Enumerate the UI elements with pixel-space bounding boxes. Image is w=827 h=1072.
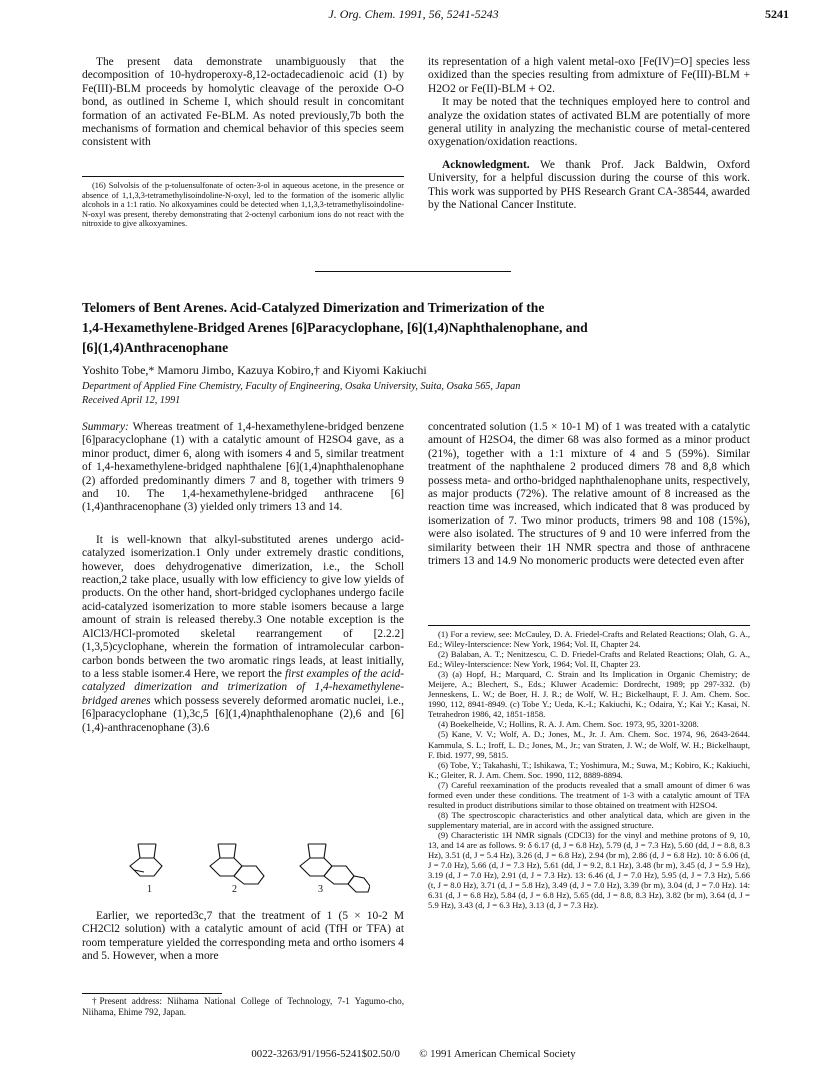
running-header [0,7,827,25]
reference-2: (2) Balaban, A. T.; Nenitzescu, C. D. Friedel-Crafts and Related Reactions; Olah, G. A., Ed.; Wiley-Interscience: New York, 1964; Vol. II, Chapter 23. [428,649,750,670]
present-address-note [82,996,404,1017]
intro-text-a: It is well-known that alkyl-substituted arenes undergo acid-catalyzed isomerization.1 Only under extremely drastic conditions, however, does dehydrogenative dimerization, i.e., the Scholl reaction,2 take place, usually with low efficiency to give low yields of products. On the other hand, short-bridged cyclophanes undergo facile acid-catalyzed isomerization to more stable isomers because a large amount of strain is released thereby.3 One notable exception is the AlCl3/HCl-promoted skeletal rearrangement of [2.2.2](1,3,5)cyclophane, wherein the formation of intramolecular carbon-carbon bonds between the two aromatic rings leads, at least initially, to a less stable isomer.4 Here, we report the [82,533,404,680]
prev-article-paragraph: The present data demonstrate unambiguously that the decomposition of 10-hydroperoxy-8,12-octadecadienoic acid (1) by Fe(III)-BLM proceeds by homolytic cleavage of the peroxide O-O bond, as outlined in Scheme I, which should result in concomitant formation of an activated Fe-BLM. As noted previously,7b both the mechanisms of formation and chemical behavior of this species seem consistent with [82,56,404,149]
article-left-column-lower [82,910,404,964]
address-rule [82,993,222,994]
structure-label-3: 3 [318,884,323,895]
acknowledgment [428,159,750,213]
structure-label-1: 1 [147,884,152,895]
prev-article-left-column [82,56,404,150]
footnote-rule [82,176,404,177]
journal-citation: J. Org. Chem. 1991, 56, 5241-5243 [328,7,499,21]
summary [82,421,404,515]
acknowledgment-heading: Acknowledgment. [442,158,530,171]
results-paragraph: concentrated solution (1.5 × 10-1 M) of 1 was treated with a catalytic amount of H2SO4, the dimer 68 was also formed as a minor product (21%), together with a 1:1 mixture of 4 and 5 (59%). Similar treatment of the naphthalene 2 produced dimers 78 and 8,8 which possess meta- and ortho-bridged naphthalenophane units, respectively, as major products (72%). The relative amount of 8 increased as the reaction time was increased, which indicated that 8 was produced by isomerization of 7. Two minor products, trimers 98 and 108 (15%), were also isolated. The structures of 9 and 10 were inferred from the similarity between their 1H NMR spectra and those of anthracene trimers 13 and 14.9 No monomeric products were detected even after [428,421,750,568]
intro-paragraph [82,534,404,735]
reference-8: (8) The spectroscopic characteristics and other analytical data, which are given in the supplementary material, are in accord with the assigned structure. [428,809,750,830]
prev-article-paragraph-2: It may be noted that the techniques employed here to control and analyze the oxidation states of activated BLM are potentially of more general utility in analyzing the mechanistic course of metal-centered oxygenation/oxidation reactions. [428,96,750,149]
intro-text-b: which possess severely deformed aromatic nuclei, i.e., [6]paracyclophane (1),3c,5 [6](1,4)naphthalenophane (2),6 and [6](1,4)-anthracenophane (3).6 [82,694,405,734]
intro-paragraph-2: Earlier, we reported3c,7 that the treatment of 1 (5 × 10-2 M CH2Cl2 solution) with a catalytic amount of acid (TfH or TFA) at room temperature yielded the corresponding meta and ortho isomers 4 and 5. However, when a more [82,910,404,963]
reference-1: (1) For a review, see: McCauley, D. A. Friedel-Crafts and Related Reactions; Olah, G. A., Ed.; Wiley-Interscience: New York, 1964; Vol. II, Chapter 24. [428,629,750,650]
summary-text: Whereas treatment of 1,4-hexamethylene-bridged benzene [6]paracyclophane (1) with a catalytic amount of H2SO4 gave, as a minor product, dimer 6, along with isomers 4 and 5, similar treatment of 1,4-hexamethylene-bridged naphthalene [6](1,4)naphthalenophane (2) afforded predominantly dimers 7 and 8, together with trimers 9 and 10. The 1,4-hexamethylene-bridged anthracene [6](1,4)anthracenophane (3) yielded only trimers 13 and 14. [82,421,404,514]
prev-article-footnote [82,181,404,229]
structure-3-anthracenophane [300,844,370,892]
reference-7: (7) Careful reexamination of the products revealed that a small amount of dimer 6 was formed even under these conditions. The treatment of 1-3 with a catalytic amount of TFA resulted in product distributions similar to those obtained on treatment with H2SO4. [428,779,750,810]
article-left-column [82,421,404,735]
title-line: [6](1,4)Anthracenophane [82,340,229,355]
footnote-16: (16) Solvolsis of the p-toluensulfonate of octen-3-ol in aqueous acetone, in the presence or absence of 1,1,3,3-tetramethylisoindoline-N-oxyl, led to the formation of the isomeric allylic alcohols in a 1:1 ratio. No alkoxyamines could be detected when 1,1,3,3-tetramethylisoindoline-N-oxyl was present, thereby demonstrating that 2-octenyl carbonium ions do not react with the nitroxide to give alkoxyamines. [82,181,404,229]
page-footer [0,1048,827,1060]
reference-9: (9) Characteristic 1H NMR signals (CDCl3) for the vinyl and methine protons of 9, 10, 13, and 14 are as follows. 9: δ 6.17 (d, J = 6.8 Hz), 5.79 (d, J = 7.3 Hz), 5.60 (dd, J = 8.8, 8.3 Hz), 3.51 (d, J = 5.4 Hz), 3.26 (d, J = 6.8 Hz), 2.94 (br m), 2.86 (d, J = 6.8 Hz). 10: δ 6.06 (d, J = 7.0 Hz), 5.66 (d, J = 7.3 Hz), 5.61 (dd, J = 9.2, 8.1 Hz), 3.48 (br m), 3.45 (d, J = 5.9 Hz), 3.19 (d, J = 7.0 Hz), 2.91 (d, J = 7.3 Hz). 13: 6.46 (d, J = 7.0 Hz), 5.95 (d, J = 7.3 Hz), 5.66 (t, J = 8.0 Hz), 3.71 (d, J = 5.8 Hz), 3.49 (d, J = 7.0 Hz), 3.39 (br m), 3.04 (d, J = 7.0 Hz). 14: 6.31 (d, J = 6.8 Hz), 5.84 (d, J = 6.8 Hz), 5.65 (dd, J = 8.8, 8.3 Hz), 3.82 (br m), 3.64 (d, J = 5.9 Hz), 3.43 (d, J = 6.3 Hz), 3.13 (d, J = 7.3 Hz). [428,829,750,911]
reference-5: (5) Kane, V. V.; Wolf, A. D.; Jones, M., Jr. J. Am. Chem. Soc. 1974, 96, 2643-2644. Kammula, S. L.; Iroff, L. D.; Jones, M., Jr.; van Straten, J. W.; de Wolf, W. H.; Bickelhaupt, F. Ibid. 1977, 99, 5815. [428,729,750,760]
received-date: Received April 12, 1991 [82,395,181,406]
article-title [82,298,782,358]
copyright: © 1991 American Chemical Society [419,1048,576,1060]
references [428,629,750,910]
structure-1-paracyclophane [130,844,162,876]
title-line: Telomers of Bent Arenes. Acid-Catalyzed Dimerization and Trimerization of the [82,300,545,315]
structure-2-naphthalenophane [210,844,264,884]
author-list: Yoshito Tobe,* Mamoru Jimbo, Kazuya Kobiro,† and Kiyomi Kakiuchi [82,363,427,377]
article-separator [315,271,511,272]
page-number: 5241 [765,7,789,21]
affiliation: Department of Applied Fine Chemistry, Faculty of Engineering, Osaka University, Suita, Osaka 565, Japan [82,381,521,392]
reference-3: (3) (a) Hopf, H.; Marquard, C. Strain and Its Implication in Organic Chemistry; de Meijere, A.; Blechert, S., Eds.; Kluwer Academic: Dordrecht, 1989; pp 297-332. (b) Jenneskens, L. W.; de Boer, H. J. R.; de Wolf, W. H.; Bickelhaupt, F. J. Am. Chem. Soc. 1990, 112, 8941-8949. (c) Tobe Y.; Ueda, K.-I.; Kakiuchi, K.; Odaira, Y.; Kai Y.; Kasai, N. Tetrahedron 1986, 42, 1851-1858. [428,669,750,720]
prev-article-right-column [428,56,750,212]
intro-emphasis: first examples of the acid-catalyzed dimerization and trimerization of 1,4-hexamethylene-bridged arenes [82,667,405,707]
summary-label: Summary: [82,421,129,433]
title-line: 1,4-Hexamethylene-Bridged Arenes [6]Paracyclophane, [6](1,4)Naphthalenophane, and [82,320,588,335]
article-right-column [428,421,750,568]
references-rule [428,625,750,626]
article-code: 0022-3263/91/1956-5241$02.50/0 [251,1048,400,1060]
reference-6: (6) Tobe, Y.; Takahashi, T.; Ishikawa, T.; Yoshimura, M.; Suwa, M.; Kobiro, K.; Kakiuchi, K.; Gleiter, R. J. Am. Chem. Soc. 1990, 112, 8889-8894. [428,759,750,780]
structure-label-2: 2 [232,884,237,895]
acknowledgment-text: We thank Prof. Jack Baldwin, Oxford University, for a helpful discussion during the course of this work. This work was supported by PHS Research Grant CA-38544, awarded by the National Cancer Institute. [428,158,750,212]
present-address: †Present address: Niihama National College of Technology, 7-1 Yagumo-cho, Niihama, Ehime 792, Japan. [82,996,404,1017]
prev-article-paragraph-cont: its representation of a high valent metal-oxo [Fe(IV)=O] species less oxidized than the species resulting from admixture of Fe(III)-BLM + H2O2 or Fe(II)-BLM + O2. [428,56,750,95]
reference-4: (4) Boekelheide, V.; Hollins, R. A. J. Am. Chem. Soc. 1973, 95, 3201-3208. [438,719,699,730]
